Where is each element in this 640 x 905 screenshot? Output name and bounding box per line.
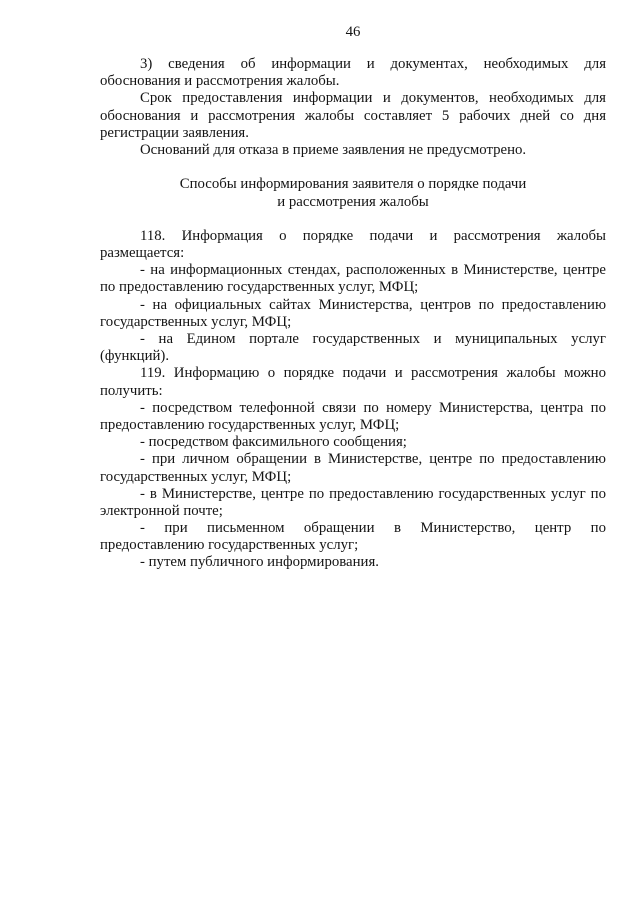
- heading-line: Способы информирования заявителя о порядке подачи: [179, 176, 527, 193]
- list-item: [100, 262, 606, 296]
- text-line: 119. Информацию о порядке подачи и рассмотрения жалобы можно: [140, 365, 606, 382]
- document-body: [100, 56, 606, 572]
- text-line: Оснований для отказа в приеме заявления не предусмотрено.: [140, 141, 527, 158]
- text-line: - посредством телефонной связи по номеру Министерства, центра по: [140, 399, 606, 416]
- list-item: [100, 400, 606, 434]
- text-line: 3) сведения об информации и документах, необходимых для: [140, 56, 606, 72]
- list-item: [100, 434, 606, 451]
- list-item: [100, 486, 606, 520]
- text-line: - в Министерстве, центре по предоставлению государственных услуг по: [140, 485, 606, 502]
- text-line: по предоставлению государственных услуг, МФЦ;: [100, 279, 419, 296]
- paragraph-118: [100, 228, 606, 262]
- paragraph-119: [100, 365, 606, 399]
- text-line: 118. Информация о порядке подачи и рассмотрения жалобы: [140, 227, 606, 244]
- text-line: государственных услуг, МФЦ;: [100, 313, 292, 330]
- paragraph-no-refusal: [100, 142, 606, 159]
- text-line: Срок предоставления информации и документов, необходимых для: [140, 90, 606, 107]
- text-line: обоснования и рассмотрения жалобы.: [100, 73, 340, 90]
- heading-line: и рассмотрения жалобы: [277, 193, 429, 210]
- text-line: размещается:: [100, 245, 185, 262]
- text-line: обоснования и рассмотрения жалобы составляет 5 рабочих дней со дня: [100, 107, 606, 124]
- list-item: [100, 520, 606, 554]
- text-line: (функций).: [100, 348, 170, 365]
- paragraph-item-3: [100, 56, 606, 90]
- list-item: [100, 554, 606, 571]
- text-line: - посредством факсимильного сообщения;: [140, 434, 407, 451]
- text-line: предоставлению государственных услуг, МФЦ;: [100, 416, 400, 433]
- text-line: - на официальных сайтах Министерства, центров по предоставлению: [140, 296, 606, 313]
- text-line: получить:: [100, 382, 163, 399]
- text-line: - путем публичного информирования.: [140, 554, 379, 571]
- text-line: электронной почте;: [100, 502, 223, 519]
- list-item: [100, 331, 606, 365]
- text-line: предоставлению государственных услуг;: [100, 537, 359, 554]
- text-line: - на информационных стендах, расположенных в Министерстве, центре: [140, 262, 606, 279]
- text-line: - при письменном обращении в Министерство, центр по: [140, 520, 606, 537]
- list-item: [100, 297, 606, 331]
- section-heading: [100, 176, 606, 210]
- text-line: - на Едином портале государственных и муниципальных услуг: [140, 331, 606, 347]
- paragraph-review-term: [100, 90, 606, 142]
- list-item: [100, 451, 606, 485]
- page-number: 46: [345, 24, 361, 40]
- text-line: государственных услуг, МФЦ;: [100, 468, 292, 485]
- text-line: регистрации заявления.: [100, 124, 249, 141]
- text-line: - при личном обращении в Министерстве, центре по предоставлению: [140, 451, 606, 468]
